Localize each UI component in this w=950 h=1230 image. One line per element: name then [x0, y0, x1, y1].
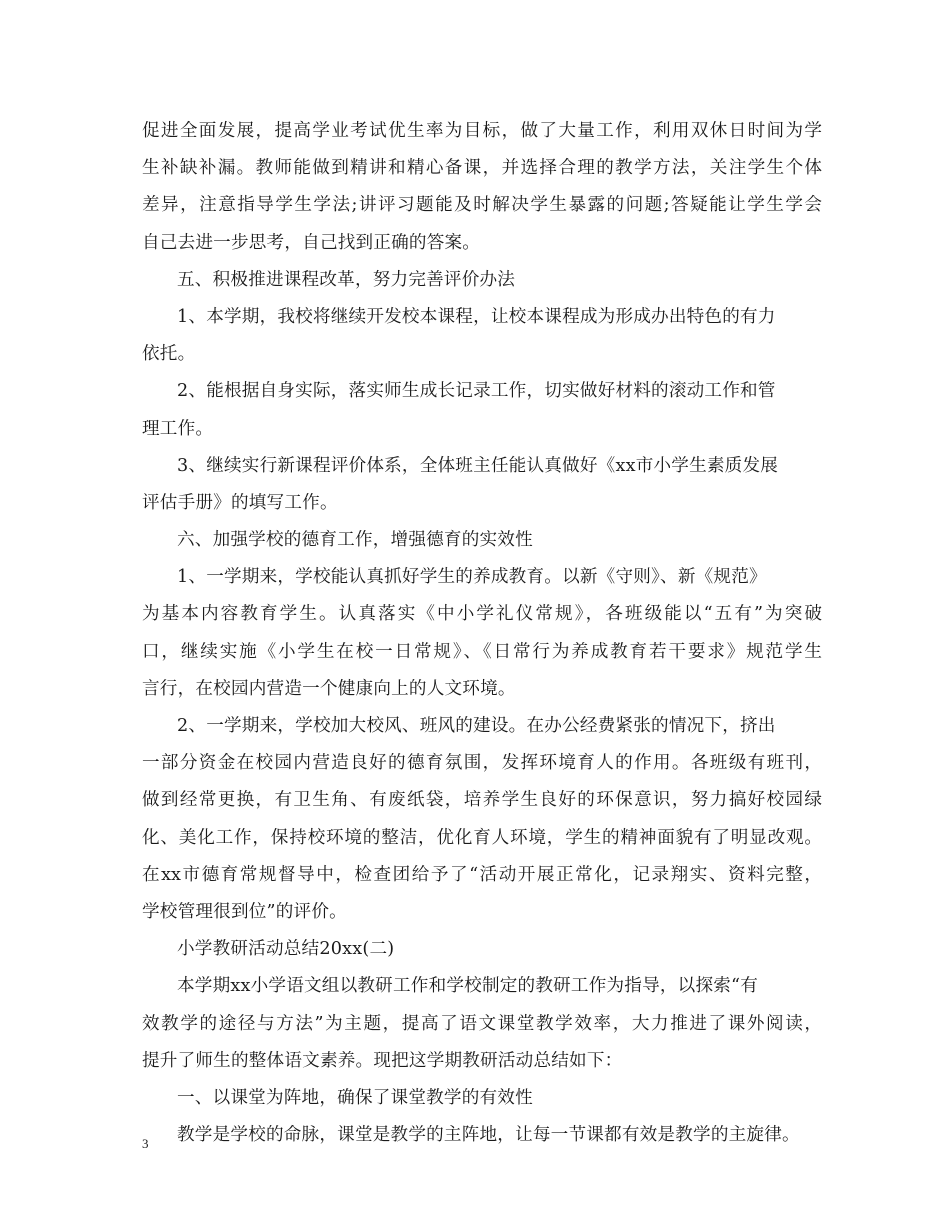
section-heading: 五、积极推进课程改革，努力完善评价办法: [177, 269, 516, 290]
body-line: 理工作。: [142, 418, 214, 439]
body-line: 教学是学校的命脉，课堂是教学的主阵地，让每一节课都有效是教学的主旋律。: [177, 1125, 800, 1146]
body-line: 效教学的途径与方法”为主题，提高了语文课堂教学效率，大力推进了课外阅读，: [142, 1013, 822, 1034]
body-line: 本学期xx小学语文组以教研工作和学校制定的教研工作为指导，以探索“有: [177, 976, 759, 997]
body-line: 评估手册》的填写工作。: [142, 492, 338, 513]
section-heading: 六、加强学校的德育工作，增强德育的实效性: [177, 530, 533, 551]
page-number: 3: [142, 1136, 149, 1151]
document-body: [142, 113, 822, 1154]
body-line: 口，继续实施《小学生在校一日常规》、《日常行为养成教育若干要求》规范学生: [142, 641, 822, 662]
body-line: 提升了师生的整体语文素养。现把这学期教研活动总结如下：: [142, 1050, 623, 1071]
body-line: 差异，注意指导学生学法;讲评习题能及时解决学生暴露的问题;答疑能让学生学会: [142, 195, 822, 216]
body-line: 2、能根据自身实际，落实师生成长记录工作，切实做好材料的滚动工作和管: [177, 381, 776, 402]
section-title: 小学教研活动总结20xx(二): [177, 939, 395, 960]
body-line: 1、本学期，我校将继续开发校本课程，让校本课程成为形成办出特色的有力: [177, 306, 776, 327]
body-line: 3、继续实行新课程评价体系，全体班主任能认真做好《xx市小学生素质发展: [177, 455, 779, 476]
body-line: 一部分资金在校园内营造良好的德育氛围，发挥环境育人的作用。各班级有班刊，: [142, 753, 822, 774]
body-line: 为基本内容教育学生。认真落实《中小学礼仪常规》，各班级能以“五有”为突破: [142, 604, 822, 625]
body-line: 学校管理很到位”的评价。: [142, 901, 347, 922]
body-line: 言行，在校园内营造一个健康向上的人文环境。: [142, 678, 516, 699]
body-line: 在xx市德育常规督导中，检查团给予了“活动开展正常化，记录翔实、资料完整，: [142, 864, 822, 885]
body-line: 生补缺补漏。教师能做到精讲和精心备课，并选择合理的教学方法，关注学生个体: [142, 158, 822, 179]
body-line: 1、一学期来，学校能认真抓好学生的养成教育。以新《守则》、新《规范》: [177, 567, 767, 588]
section-heading: 一、以课堂为阵地，确保了课堂教学的有效性: [177, 1087, 533, 1108]
body-line: 依托。: [142, 344, 196, 365]
body-line: 化、美化工作，保持校环境的整洁，优化育人环境，学生的精神面貌有了明显改观。: [142, 827, 822, 848]
body-line: 促进全面发展，提高学业考试优生率为目标，做了大量工作，利用双休日时间为学: [142, 121, 822, 141]
body-line: 自己去进一步思考，自己找到正确的答案。: [142, 232, 481, 253]
body-line: 做到经常更换，有卫生角、有废纸袋，培养学生良好的环保意识，努力搞好校园绿: [142, 790, 822, 811]
body-line: 2、一学期来，学校加大校风、班风的建设。在办公经费紧张的情况下，挤出: [177, 716, 776, 736]
